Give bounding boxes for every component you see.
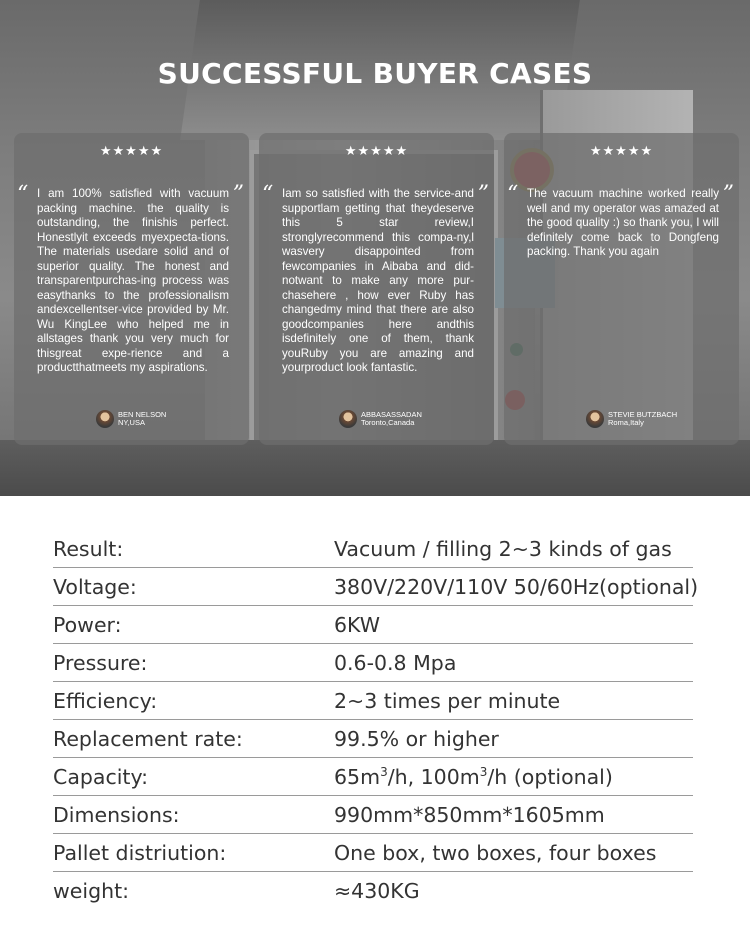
review-text: Iam so satisfied with the service-and supportlam getting that theydeserve this 5 star review,I stronglyrecommend this compa-ny,l wasvery disappointed from fewcompanies in Aibaba and did-notwant to make any more pur-chasehere , how ever Ruby has changedmy mind that there are also goodcompanies here andthis isdefinitely one of them, thank youRuby you are amazing and yourproduct look fantastic.: [282, 187, 474, 374]
spec-label: Efficiency:: [53, 689, 158, 713]
reviewer-name: BEN NELSON: [118, 409, 167, 419]
avatar: [339, 410, 357, 428]
open-quote-icon: “: [507, 182, 519, 207]
spec-label: weight:: [53, 879, 130, 903]
review-text: The vacuum machine worked really well and my operator was amazed at the good quality :) so thank you, I will definitely come back to Dongfeng packing. Thank you again: [527, 187, 719, 258]
spec-label: Dimensions:: [53, 803, 180, 827]
review-card: [14, 133, 249, 445]
reviewer-name: ABBASASSADAN: [361, 409, 422, 419]
reviewer-location: Roma,Italy: [608, 418, 644, 427]
floor-background: [0, 440, 750, 496]
spec-row-efficiency: [53, 682, 693, 720]
spec-label: Pressure:: [53, 651, 148, 675]
spec-value: One box, two boxes, four boxes: [334, 841, 657, 865]
reviewer-location: NY,USA: [118, 418, 145, 427]
spec-value: 6KW: [334, 613, 381, 637]
spec-value: 2~3 times per minute: [334, 689, 561, 713]
spec-row-pallet-distribution: [53, 834, 693, 872]
spec-label: Pallet distriution:: [53, 841, 227, 865]
close-quote-icon: ”: [477, 182, 489, 207]
open-quote-icon: “: [17, 182, 29, 207]
spec-row-capacity: [53, 758, 693, 796]
spec-table: [53, 530, 699, 909]
spec-value: 0.6-0.8 Mpa: [334, 651, 457, 675]
spec-value: $65m^3/h$, $100m^3/h$ (optional): [334, 765, 613, 789]
reviewer: [96, 409, 166, 429]
avatar: [96, 410, 114, 428]
spec-row-weight: [53, 872, 693, 909]
review-text: I am 100% satisfied with vacuum packing machine. the quality is outstanding, the finishis perfect. Honestlyit exceeds myexpecta-tions. The materials usedare solid and of superior quality. The honest and transparentpurchas-ing process was easythanks to the professionalism andexcellentser-vice provided by Mr. Wu KingLee who helped me in allstages thank you very much for thisgreat expe-rience and a productthatmeets my aspirations.: [37, 187, 229, 374]
star-rating: ★★★★★: [99, 144, 164, 159]
spec-value: 990mm*850mm*1605mm: [334, 803, 605, 827]
spec-row-replacement-rate: [53, 720, 693, 758]
star-rating: ★★★★★: [344, 144, 409, 159]
spec-label: Power:: [53, 613, 122, 637]
avatar: [586, 410, 604, 428]
page-title: SUCCESSFUL BUYER CASES: [157, 57, 593, 90]
spec-value: ≈430KG: [334, 879, 420, 903]
reviewer: [339, 409, 422, 429]
spec-label: Result:: [53, 537, 124, 561]
review-card: [504, 133, 739, 445]
spec-row-voltage: [53, 568, 699, 606]
review-card: [259, 133, 494, 445]
spec-value: 99.5% or higher: [334, 727, 499, 751]
reviewer-location: Toronto,Canada: [361, 418, 415, 427]
spec-label: Replacement rate:: [53, 727, 243, 751]
reviewer-name: STEVIE BUTZBACH: [608, 409, 678, 419]
spec-label: Capacity:: [53, 765, 149, 789]
reviewer: [586, 409, 677, 429]
spec-value: Vacuum / filling 2~3 kinds of gas: [334, 537, 672, 561]
open-quote-icon: “: [262, 182, 274, 207]
close-quote-icon: ”: [232, 182, 244, 207]
spec-row-dimensions: [53, 796, 693, 834]
spec-row-result: [53, 530, 693, 568]
spec-row-power: [53, 606, 693, 644]
spec-value: 380V/220V/110V 50/60Hz(optional): [334, 575, 699, 599]
spec-row-pressure: [53, 644, 693, 682]
close-quote-icon: ”: [722, 182, 734, 207]
star-rating: ★★★★★: [589, 144, 654, 159]
spec-label: Voltage:: [53, 575, 137, 599]
